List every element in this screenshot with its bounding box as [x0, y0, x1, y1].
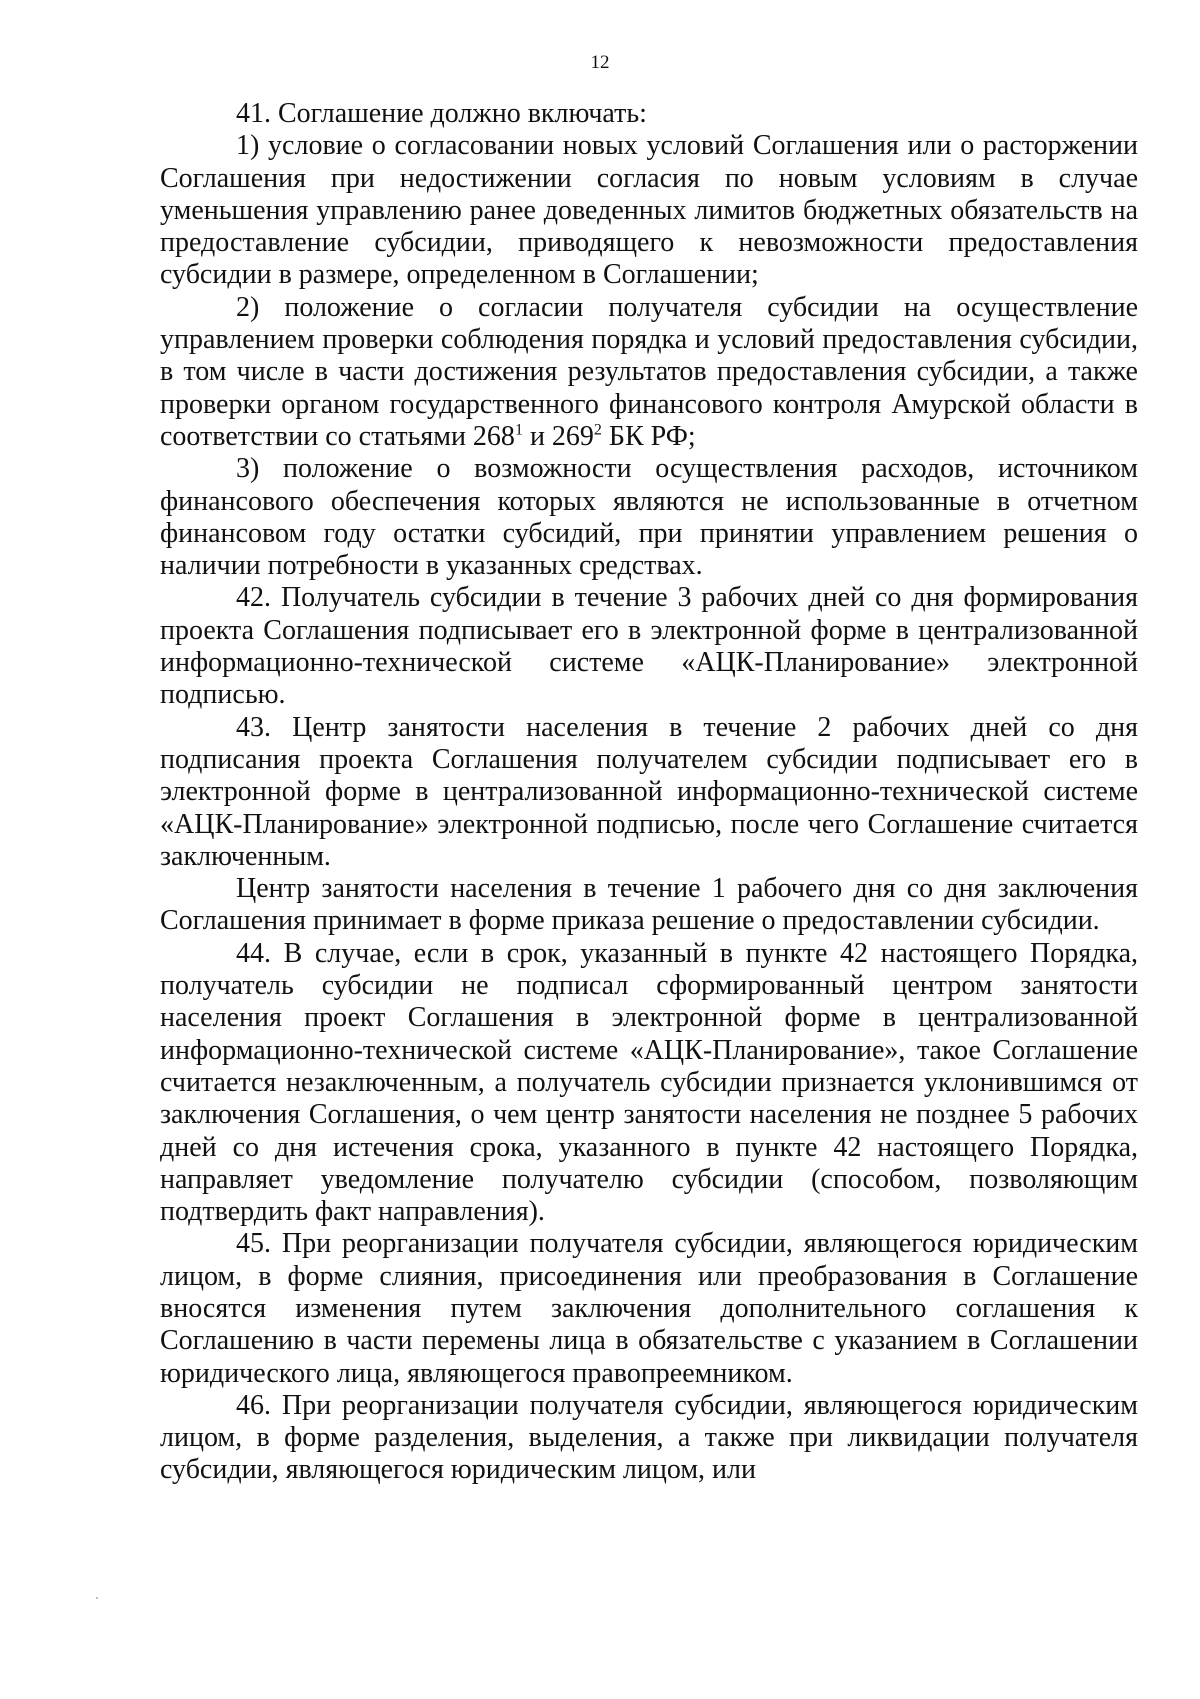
paragraph-45: 45. При реорганизации получателя субсидии, являющегося юридическим лицом, в форме слияния, присоединения или преобразования в Соглашение вносятся изменения путем заключения дополнительного соглашения к Соглашению в части перемены лица в обязательстве с указанием в Соглашении юридического лица, являющегося правопреемником.: [160, 1228, 1138, 1389]
paragraph-41-item-3: 3) положение о возможности осуществления расходов, источником финансового обеспечения которых являются не использованные в отчетном финансовом году остатки субсидий, при принятии управлением решения о наличии потребности в указанных средствах.: [160, 453, 1138, 582]
item-2-mid: и 269: [522, 420, 594, 452]
paragraph-41: 41. Соглашение должно включать:: [236, 98, 647, 129]
paragraph-41-item-1: 1) условие о согласовании новых условий Соглашения или о расторжении Соглашения при недостижении согласия по новым условиям в случае уменьшения управлению ранее доведенных лимитов бюджетных обязательств на предоставление субсидии, приводящего к невозможности предоставления субсидии в размере, определенном в Соглашении;: [160, 130, 1138, 291]
paragraph-42: 42. Получатель субсидии в течение 3 рабочих дней со дня формирования проекта Соглашения подписывает его в электронной форме в централизованной информационно-технической системе «АЦК-Планирование» электронной подписью.: [160, 582, 1138, 711]
paragraph-43-continuation: Центр занятости населения в течение 1 рабочего дня со дня заключения Соглашения принимает в форме приказа решение о предоставлении субсидии.: [160, 873, 1138, 937]
item-2-text: 2) положение о согласии получателя субсидии на осуществление управлением проверки соблюдения порядка и условий предоставления субсидии, в том числе в части достижения результатов предоставления субсидии, а также проверки органом государственного финансового контроля Амурской области в соответствии со статьями 268: [160, 291, 1138, 452]
paragraph-43: 43. Центр занятости населения в течение 2 рабочих дней со дня подписания проекта Соглашения получателем субсидии подписывает его в электронной форме в централизованной информационно-технической системе «АЦК-Планирование» электронной подписью, после чего Соглашение считается заключенным.: [160, 711, 1138, 872]
paragraph-41-item-2: [160, 292, 1138, 453]
superscript-1: 1: [514, 421, 523, 439]
document-body: [160, 98, 1138, 1487]
paragraph-44: 44. В случае, если в срок, указанный в пункте 42 настоящего Порядка, получатель субсидии не подписал сформированный центром занятости населения проект Соглашения в электронной форме в централизованной информационно-технической системе «АЦК-Планирование», такое Соглашение считается незаключенным, а получатель субсидии признается уклонившимся от заключения Соглашения, о чем центр занятости населения не позднее 5 рабочих дней со дня истечения срока, указанного в пункте 42 настоящего Порядка, направляет уведомление получателю субсидии (способом, позволяющим подтвердить факт направления).: [160, 937, 1138, 1228]
scan-speck: [96, 1597, 98, 1599]
superscript-2: 2: [593, 421, 602, 439]
item-2-tail: БК РФ;: [601, 420, 696, 452]
paragraph-46: 46. При реорганизации получателя субсидии, являющегося юридическим лицом, в форме разделения, выделения, а также при ликвидации получателя субсидии, являющегося юридическим лицом, или: [160, 1389, 1138, 1486]
page-number: 12: [590, 52, 610, 73]
